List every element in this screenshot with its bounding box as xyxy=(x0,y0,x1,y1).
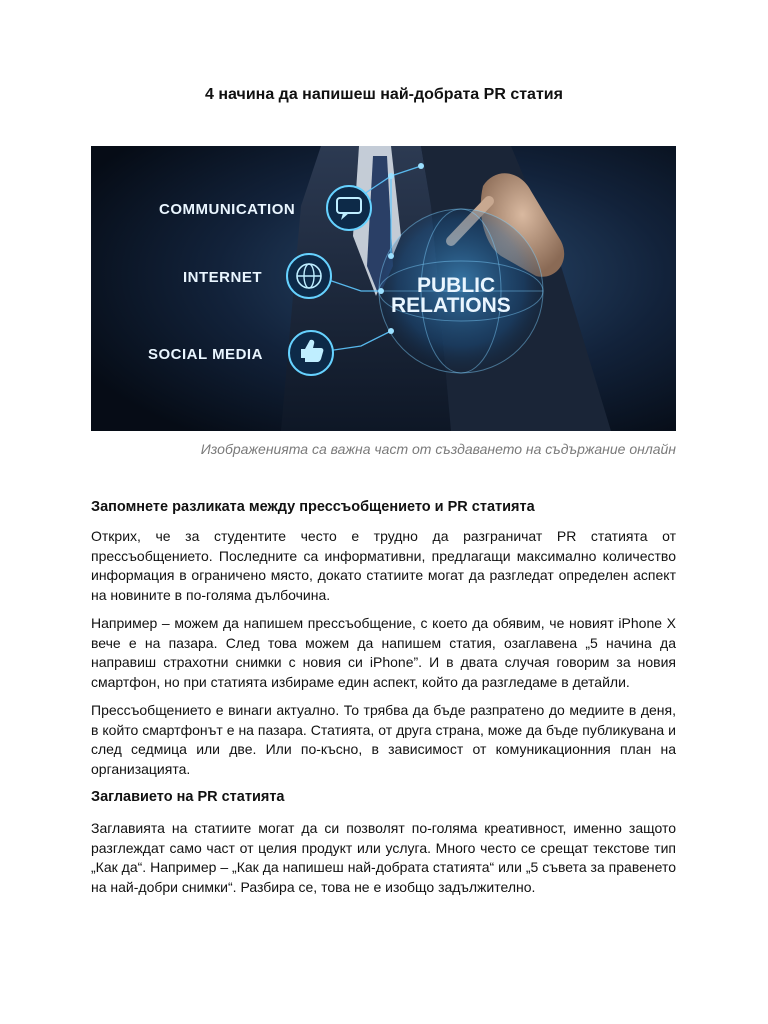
label-relations: RELATIONS xyxy=(391,294,511,317)
label-public: PUBLIC xyxy=(417,274,496,297)
paragraph: Открих, че за студентите често е трудно да разграничат PR статията от прессъобщението. Последните са информативни, предлагащи максимално количество информация в ограничено място, докато статиите могат да разгледат определен аспект на новините в по-голяма дълбочина. xyxy=(91,528,676,603)
hero-illustration xyxy=(91,146,676,431)
chat-icon xyxy=(327,186,371,230)
label-communication: COMMUNICATION xyxy=(159,201,296,218)
hero-image xyxy=(91,146,676,431)
globe-icon xyxy=(287,254,331,298)
label-social-media: SOCIAL MEDIA xyxy=(148,346,263,363)
thumbs-up-icon xyxy=(289,331,333,375)
section-heading-title: Заглавието на PR статията xyxy=(91,789,285,805)
section-heading-difference: Запомнете разликата между прессъобщението и PR статията xyxy=(91,499,535,515)
paragraph: Например – можем да напишем прессъобщение, с което да обявим, че новият iPhone X вече е на пазара. След това можем да напишем статия, озаглавена „5 начина да направиш страхотни снимки с новия си iPhone”. И в двата случая говорим за новия смартфон, но при статията избираме един аспект, който да разгледаме в детайли. xyxy=(91,615,676,690)
paragraph: Прессъобщението е винаги актуално. То трябва да бъде разпратено до медиите в деня, в който смартфонът е на пазара. Статията, от друга страна, може да бъде публикувана и след седмица или две. Или по-късно, в зависимост от комуникационния план на организацията. xyxy=(91,702,676,777)
paragraph: Заглавията на статиите могат да си позволят по-голяма креативност, именно защото разглеждат само част от целия продукт или услуга. Много често се срещат текстове тип „Как да“. Например – „Как да напишеш най-добрата статията“ или „5 съвета за правенето на най-добри снимки“. Разбира се, това не е изобщо задължително. xyxy=(91,820,676,895)
label-internet: INTERNET xyxy=(183,269,262,286)
article-body xyxy=(91,498,676,909)
document-title: 4 начина да напишеш най-добрата PR статия xyxy=(205,86,563,103)
image-caption: Изображенията са важна част от създаването на съдържание онлайн xyxy=(200,441,676,457)
